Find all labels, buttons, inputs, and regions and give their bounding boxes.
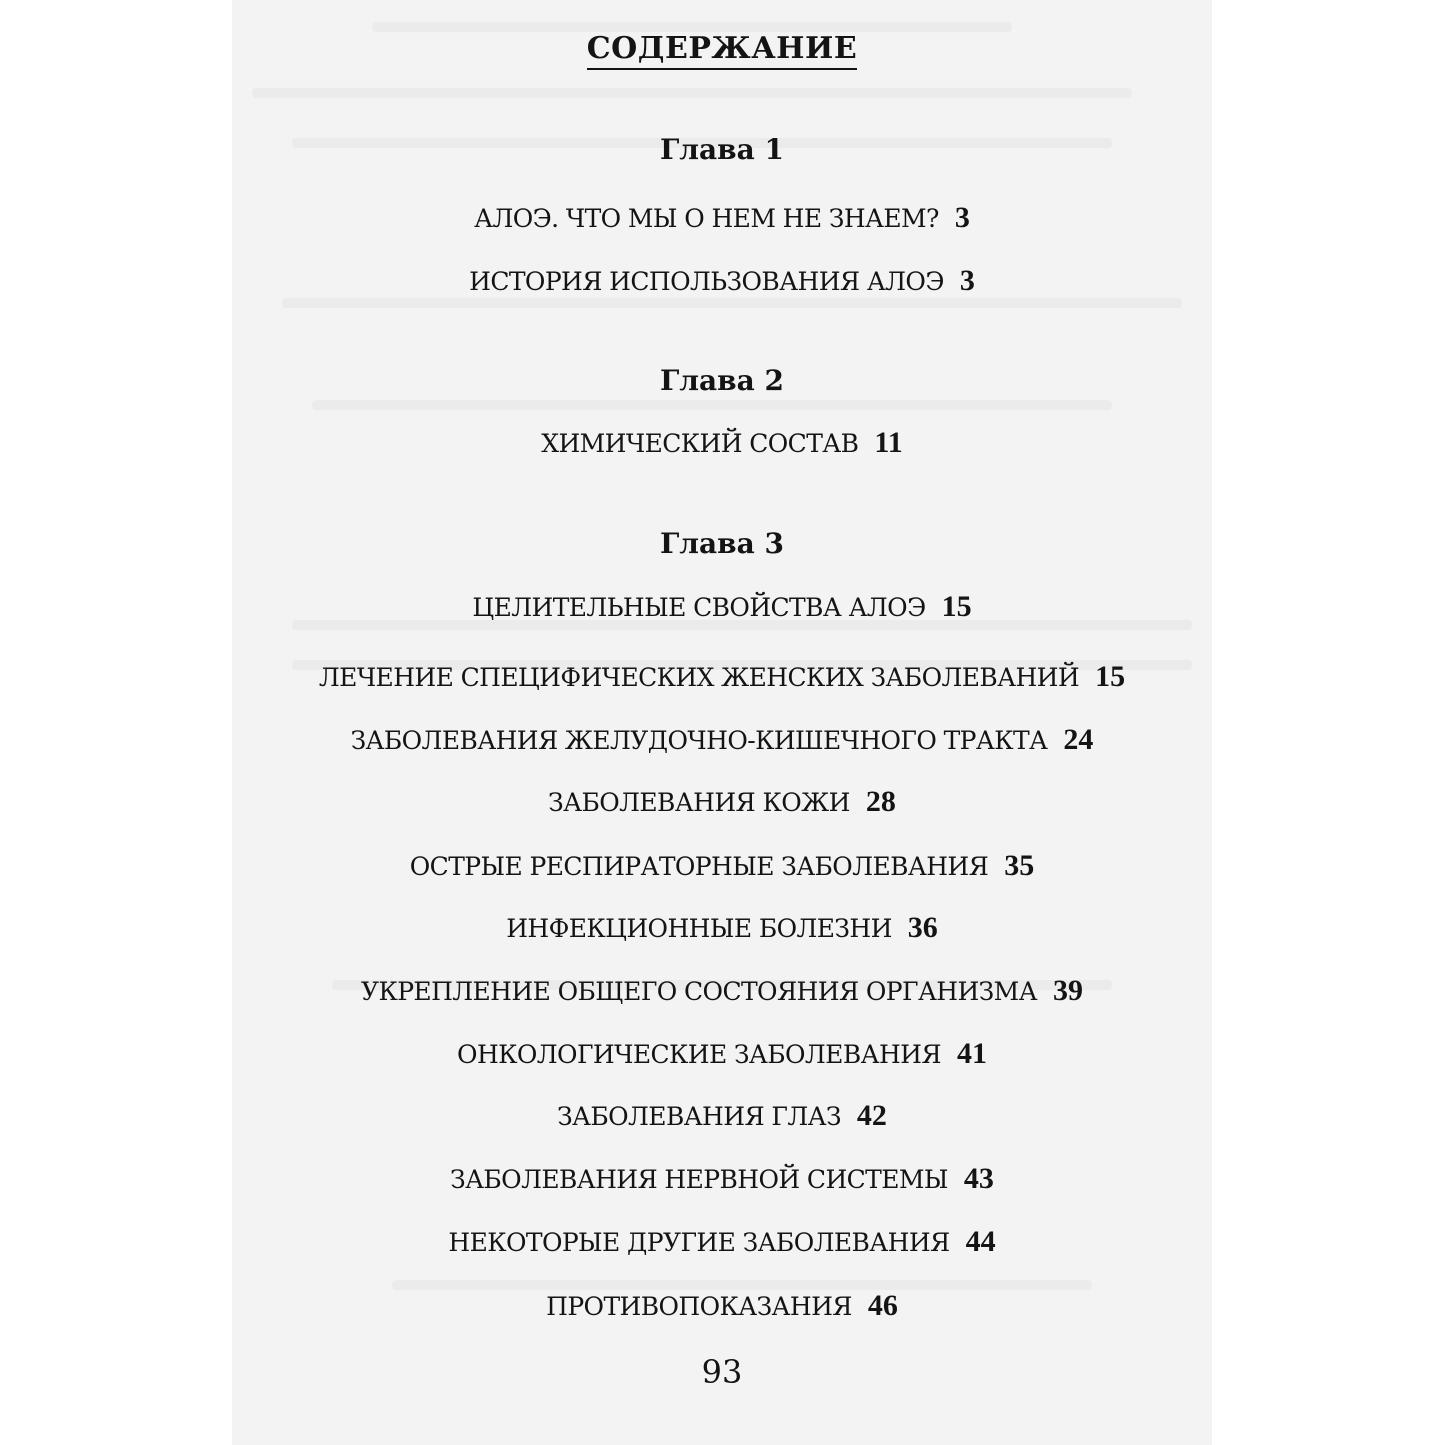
toc-entry [232, 913, 1212, 943]
toc-entry-page: 36 [907, 911, 938, 944]
toc-entry [232, 662, 1212, 692]
toc-entry-page: 11 [874, 426, 903, 459]
toc-entry-title: ПРОТИВОПОКАЗАНИЯ [546, 1292, 852, 1321]
book-page [232, 0, 1212, 1445]
toc-entry-title: АЛОЭ. ЧТО МЫ О НЕМ НЕ ЗНАЕМ? [474, 204, 939, 233]
chapter-2-label: Глава 2 [659, 364, 785, 397]
toc-entry-title: УКРЕПЛЕНИЕ ОБЩЕГО СОСТОЯНИЯ ОРГАНИЗМА [360, 977, 1037, 1006]
toc-entry-page: 15 [1095, 660, 1126, 693]
toc-entry-title: НЕКОТОРЫЕ ДРУГИЕ ЗАБОЛЕВАНИЯ [448, 1228, 950, 1257]
toc-entry [232, 787, 1212, 817]
toc-entry-title: ЛЕЧЕНИЕ СПЕЦИФИЧЕСКИХ ЖЕНСКИХ ЗАБОЛЕВАНИЙ [318, 663, 1080, 692]
toc-entry-page: 41 [956, 1037, 987, 1070]
toc-entry-title: ЗАБОЛЕВАНИЯ ЖЕЛУДОЧНО-КИШЕЧНОГО ТРАКТА [350, 726, 1048, 755]
chapter-3-label: Глава 3 [659, 527, 785, 560]
toc-entry-title: ЗАБОЛЕВАНИЯ НЕРВНОЙ СИСТЕМЫ [450, 1165, 948, 1194]
toc-entry [232, 203, 1212, 233]
toc-entry [232, 266, 1212, 296]
toc-entry-title: ЦЕЛИТЕЛЬНЫЕ СВОЙСТВА АЛОЭ [472, 593, 926, 622]
toc-entry-title: ИНФЕКЦИОННЫЕ БОЛЕЗНИ [506, 914, 892, 943]
toc-entry [232, 428, 1212, 458]
toc-entry-page: 35 [1004, 849, 1035, 882]
toc-entry-page: 43 [963, 1162, 994, 1195]
toc-entry [232, 592, 1212, 622]
toc-entry [232, 1227, 1212, 1257]
toc-entry-page: 39 [1053, 974, 1083, 1007]
chapter-1-label: Глава 1 [659, 133, 785, 166]
toc-entry [232, 1039, 1212, 1069]
toc-entry [232, 1291, 1212, 1321]
toc-entry-title: ХИМИЧЕСКИЙ СОСТАВ [541, 429, 859, 458]
toc-entry-title: ОСТРЫЕ РЕСПИРАТОРНЫЕ ЗАБОЛЕВАНИЯ [409, 852, 989, 881]
toc-entry [232, 976, 1212, 1006]
toc-entry-page: 46 [867, 1289, 898, 1322]
toc-heading: СОДЕРЖАНИЕ [232, 34, 1212, 70]
toc-entry-page: 24 [1063, 723, 1094, 756]
toc-entry-page: 44 [965, 1225, 996, 1258]
toc-entry-title: ЗАБОЛЕВАНИЯ КОЖИ [548, 788, 850, 817]
show-through-text [252, 88, 1132, 98]
toc-entry-page: 42 [856, 1099, 887, 1132]
page-number: 93 [701, 1353, 743, 1391]
toc-entry-title: ЗАБОЛЕВАНИЯ ГЛАЗ [557, 1102, 841, 1131]
toc-entry [232, 725, 1212, 755]
toc-entry-page: 3 [959, 264, 975, 297]
toc-entry-title: ОНКОЛОГИЧЕСКИЕ ЗАБОЛЕВАНИЯ [457, 1040, 941, 1069]
toc-entry-page: 15 [941, 590, 972, 623]
show-through-text [392, 1280, 1092, 1290]
toc-entry [232, 851, 1212, 881]
toc-entry [232, 1101, 1212, 1131]
toc-entry-page: 3 [954, 201, 970, 234]
show-through-text [282, 298, 1182, 308]
toc-entry-title: ИСТОРИЯ ИСПОЛЬЗОВАНИЯ АЛОЭ [469, 267, 944, 296]
toc-entry [232, 1164, 1212, 1194]
toc-entry-page: 28 [865, 785, 896, 818]
show-through-text [312, 400, 1112, 410]
